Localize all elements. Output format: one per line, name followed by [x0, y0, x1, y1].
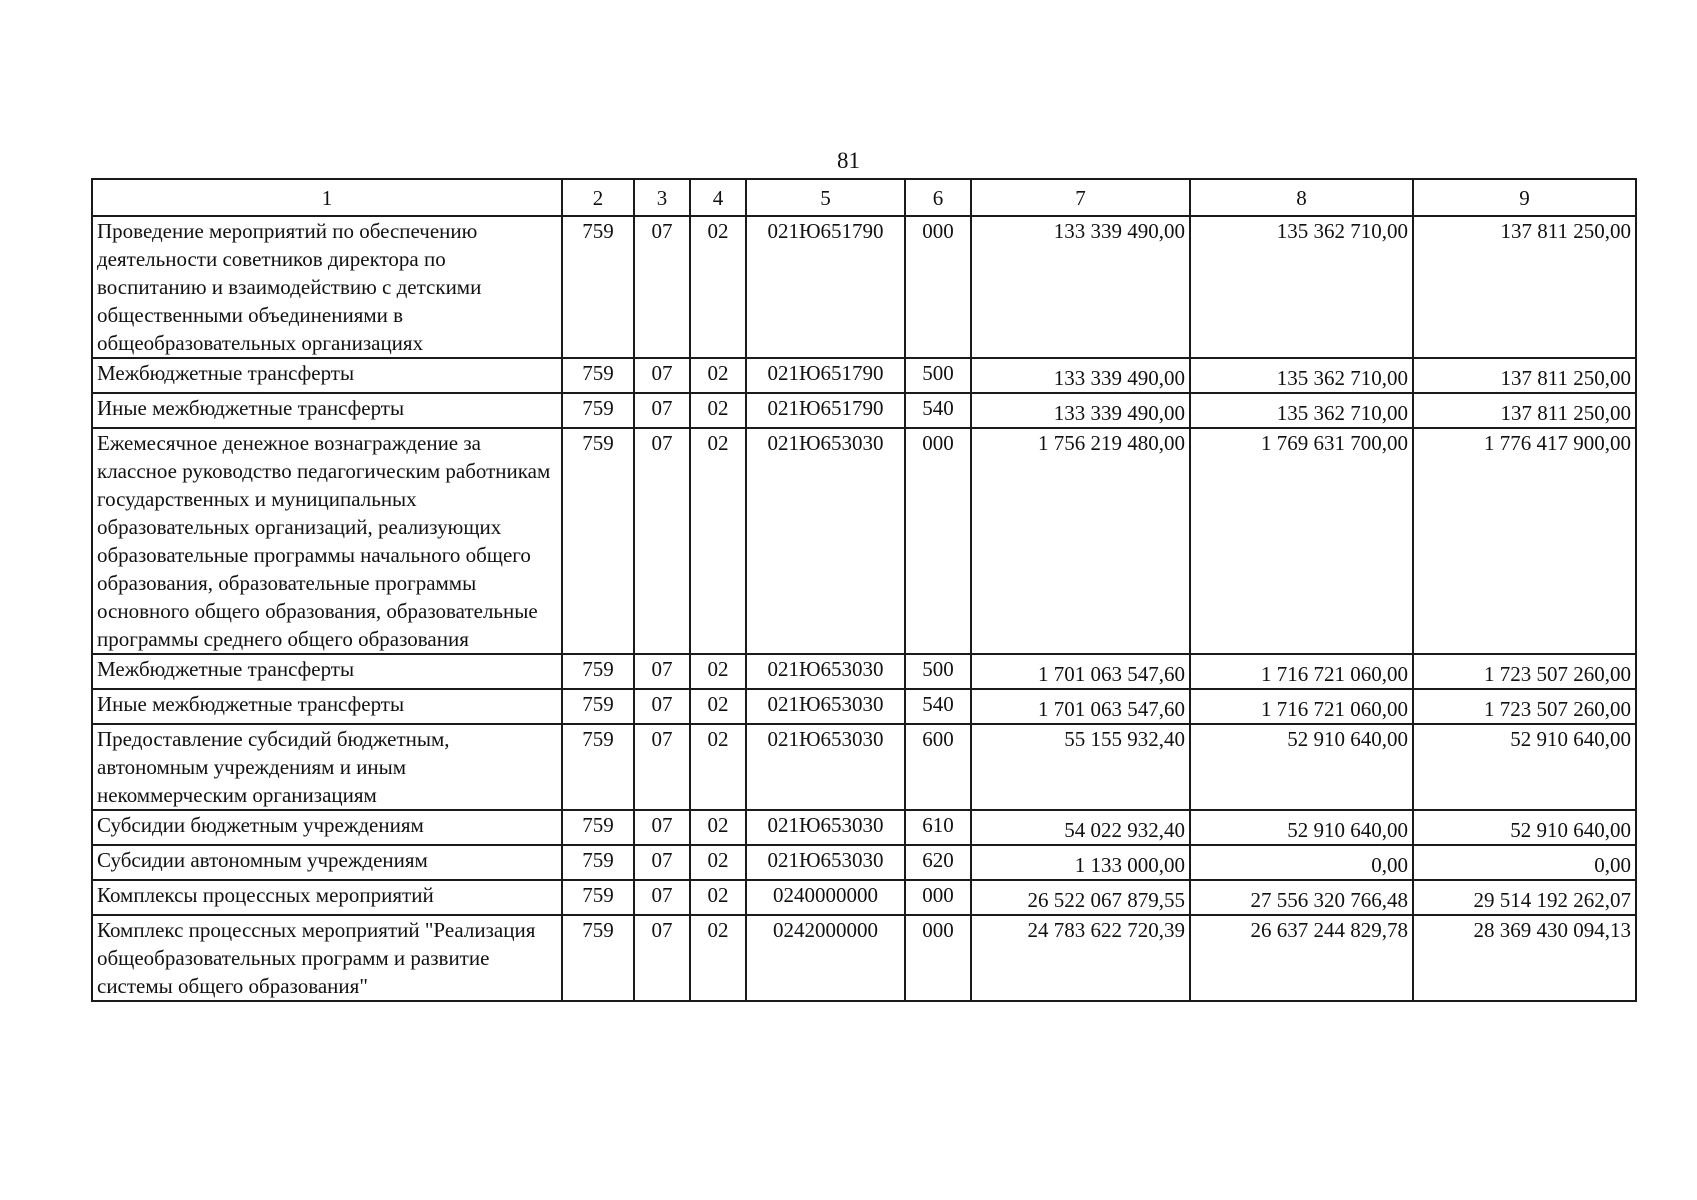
cell-c8: 52 910 640,00 [1190, 724, 1413, 810]
cell-c3: 07 [634, 880, 690, 915]
table-row [92, 810, 1636, 845]
cell-c8: 52 910 640,00 [1190, 810, 1413, 845]
cell-c2: 759 [562, 428, 634, 654]
table-row [92, 654, 1636, 689]
cell-c6: 540 [905, 689, 971, 724]
cell-c4: 02 [690, 845, 746, 880]
cell-c6: 620 [905, 845, 971, 880]
cell-c7: 1 701 063 547,60 [971, 689, 1190, 724]
table-row [92, 880, 1636, 915]
header-cell: 8 [1190, 179, 1413, 216]
cell-c7: 133 339 490,00 [971, 393, 1190, 428]
budget-table [91, 178, 1637, 1002]
cell-c4: 02 [690, 654, 746, 689]
cell-c3: 07 [634, 689, 690, 724]
cell-c2: 759 [562, 845, 634, 880]
row-name: Проведение мероприятий по обеспечению деятельности советников директора по воспитанию и взаимодействию с детскими общественными объединениями в общеобразовательных организациях [92, 216, 562, 358]
cell-c8: 1 716 721 060,00 [1190, 654, 1413, 689]
row-name: Комплексы процессных мероприятий [92, 880, 562, 915]
cell-c5: 0242000000 [746, 915, 905, 1001]
cell-c8: 26 637 244 829,78 [1190, 915, 1413, 1001]
cell-c9: 0,00 [1413, 845, 1636, 880]
cell-c9: 52 910 640,00 [1413, 810, 1636, 845]
row-name: Ежемесячное денежное вознаграждение за классное руководство педагогическим работникам государственных и муниципальных образовательных организаций, реализующих образовательные программы начального общего образования, образовательные программы основного общего образования, образовательные программы среднего общего образования [92, 428, 562, 654]
header-row [92, 179, 1636, 216]
cell-c2: 759 [562, 358, 634, 393]
row-name: Субсидии автономным учреждениям [92, 845, 562, 880]
cell-c6: 000 [905, 880, 971, 915]
cell-c9: 1 776 417 900,00 [1413, 428, 1636, 654]
cell-c4: 02 [690, 428, 746, 654]
row-name: Иные межбюджетные трансферты [92, 689, 562, 724]
cell-c4: 02 [690, 689, 746, 724]
cell-c5: 021Ю651790 [746, 358, 905, 393]
table-row [92, 689, 1636, 724]
cell-c6: 500 [905, 654, 971, 689]
table-row [92, 915, 1636, 1001]
cell-c6: 600 [905, 724, 971, 810]
cell-c2: 759 [562, 393, 634, 428]
cell-c3: 07 [634, 915, 690, 1001]
cell-c7: 24 783 622 720,39 [971, 915, 1190, 1001]
cell-c5: 021Ю653030 [746, 845, 905, 880]
cell-c3: 07 [634, 724, 690, 810]
cell-c4: 02 [690, 393, 746, 428]
cell-c2: 759 [562, 880, 634, 915]
cell-c7: 54 022 932,40 [971, 810, 1190, 845]
cell-c7: 1 701 063 547,60 [971, 654, 1190, 689]
header-cell: 7 [971, 179, 1190, 216]
cell-c8: 27 556 320 766,48 [1190, 880, 1413, 915]
cell-c4: 02 [690, 358, 746, 393]
cell-c4: 02 [690, 810, 746, 845]
cell-c2: 759 [562, 915, 634, 1001]
cell-c5: 021Ю651790 [746, 393, 905, 428]
cell-c7: 1 133 000,00 [971, 845, 1190, 880]
header-cell: 6 [905, 179, 971, 216]
cell-c2: 759 [562, 810, 634, 845]
cell-c8: 1 716 721 060,00 [1190, 689, 1413, 724]
cell-c6: 610 [905, 810, 971, 845]
row-name: Межбюджетные трансферты [92, 654, 562, 689]
cell-c9: 137 811 250,00 [1413, 358, 1636, 393]
cell-c8: 0,00 [1190, 845, 1413, 880]
cell-c5: 021Ю653030 [746, 689, 905, 724]
cell-c7: 133 339 490,00 [971, 216, 1190, 358]
header-cell: 3 [634, 179, 690, 216]
cell-c2: 759 [562, 216, 634, 358]
cell-c5: 0240000000 [746, 880, 905, 915]
row-name: Иные межбюджетные трансферты [92, 393, 562, 428]
cell-c3: 07 [634, 358, 690, 393]
cell-c7: 1 756 219 480,00 [971, 428, 1190, 654]
table-row [92, 845, 1636, 880]
table-row [92, 358, 1636, 393]
cell-c6: 500 [905, 358, 971, 393]
cell-c7: 55 155 932,40 [971, 724, 1190, 810]
cell-c8: 135 362 710,00 [1190, 358, 1413, 393]
row-name: Межбюджетные трансферты [92, 358, 562, 393]
row-name: Предоставление субсидий бюджетным, автономным учреждениям и иным некоммерческим организациям [92, 724, 562, 810]
cell-c3: 07 [634, 216, 690, 358]
cell-c3: 07 [634, 393, 690, 428]
cell-c4: 02 [690, 880, 746, 915]
cell-c9: 29 514 192 262,07 [1413, 880, 1636, 915]
cell-c6: 000 [905, 428, 971, 654]
cell-c2: 759 [562, 724, 634, 810]
cell-c9: 137 811 250,00 [1413, 393, 1636, 428]
cell-c6: 000 [905, 915, 971, 1001]
header-cell: 1 [92, 179, 562, 216]
cell-c5: 021Ю653030 [746, 810, 905, 845]
cell-c6: 000 [905, 216, 971, 358]
cell-c4: 02 [690, 216, 746, 358]
cell-c3: 07 [634, 428, 690, 654]
cell-c5: 021Ю653030 [746, 654, 905, 689]
cell-c9: 137 811 250,00 [1413, 216, 1636, 358]
cell-c4: 02 [690, 915, 746, 1001]
table-row [92, 393, 1636, 428]
header-cell: 9 [1413, 179, 1636, 216]
header-cell: 2 [562, 179, 634, 216]
row-name: Субсидии бюджетным учреждениям [92, 810, 562, 845]
row-name: Комплекс процессных мероприятий "Реализация общеобразовательных программ и развитие системы общего образования" [92, 915, 562, 1001]
cell-c9: 52 910 640,00 [1413, 724, 1636, 810]
cell-c2: 759 [562, 689, 634, 724]
page-number: 81 [837, 148, 860, 173]
cell-c7: 133 339 490,00 [971, 358, 1190, 393]
table-row [92, 724, 1636, 810]
cell-c9: 28 369 430 094,13 [1413, 915, 1636, 1001]
cell-c9: 1 723 507 260,00 [1413, 689, 1636, 724]
cell-c8: 135 362 710,00 [1190, 216, 1413, 358]
header-cell: 4 [690, 179, 746, 216]
cell-c2: 759 [562, 654, 634, 689]
cell-c4: 02 [690, 724, 746, 810]
cell-c6: 540 [905, 393, 971, 428]
cell-c5: 021Ю651790 [746, 216, 905, 358]
table-row [92, 428, 1636, 654]
header-cell: 5 [746, 179, 905, 216]
cell-c9: 1 723 507 260,00 [1413, 654, 1636, 689]
cell-c3: 07 [634, 654, 690, 689]
cell-c5: 021Ю653030 [746, 428, 905, 654]
cell-c5: 021Ю653030 [746, 724, 905, 810]
cell-c8: 1 769 631 700,00 [1190, 428, 1413, 654]
cell-c3: 07 [634, 810, 690, 845]
table-row [92, 216, 1636, 358]
cell-c3: 07 [634, 845, 690, 880]
cell-c7: 26 522 067 879,55 [971, 880, 1190, 915]
cell-c8: 135 362 710,00 [1190, 393, 1413, 428]
